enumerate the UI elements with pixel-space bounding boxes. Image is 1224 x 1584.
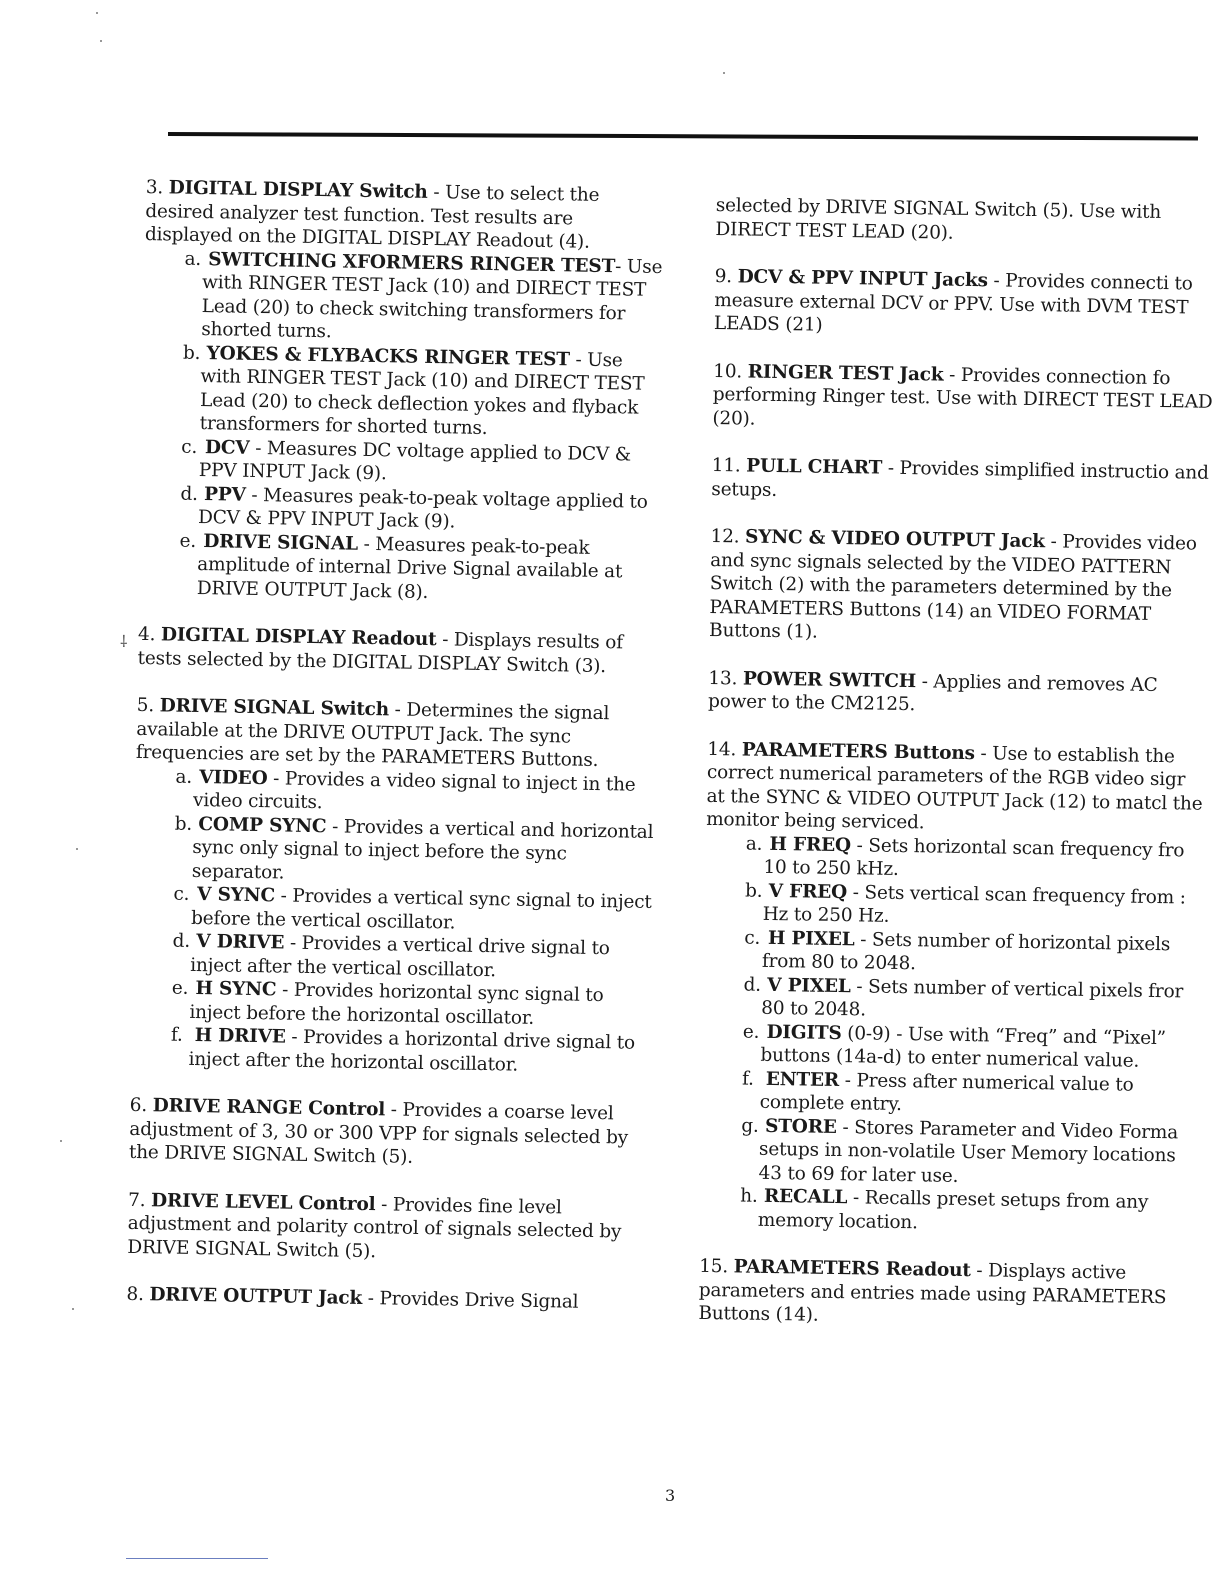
sub-item-description: (0-9) - Use with “Freq” and “Pixel” buttons (14a-d) to enter numerical value. — [760, 1022, 1167, 1072]
sub-item-description: - Recalls preset setups from any memory location. — [757, 1187, 1149, 1233]
item-title: DCV & PPV INPUT Jacks — [737, 266, 988, 292]
sub-item-letter: f. — [741, 1068, 754, 1090]
sub-item-title: ENTER — [765, 1068, 840, 1091]
sub-item-letter: f. — [170, 1024, 183, 1046]
item-number: 8. — [126, 1283, 144, 1306]
item-title: SYNC & VIDEO OUTPUT Jack — [744, 526, 1046, 553]
item-description: - Provides Drive Signal — [361, 1287, 579, 1313]
item-paragraph — [698, 1255, 1199, 1333]
sub-item — [134, 811, 655, 891]
item-description: - Provides fine level adjustment and polarity control of signals selected by DRIVE SIGNAL Switch (5). — [127, 1193, 622, 1262]
item-number: 4. — [137, 623, 156, 646]
list-item — [715, 194, 1216, 249]
item-description: - Displays active parameters and entries made using PARAMETERS Buttons (14). — [698, 1260, 1167, 1326]
item-number: 13. — [708, 667, 738, 689]
list-item — [709, 525, 1211, 650]
sub-item-letter: a. — [184, 248, 202, 270]
sub-item-description: - Provides a vertical drive signal to inject after the vertical oscillator. — [190, 932, 610, 981]
list-item — [129, 1094, 650, 1174]
item-number: 10. — [713, 360, 743, 382]
item-number: 5. — [136, 694, 155, 717]
scan-speck — [60, 1140, 62, 1142]
item-description: selected by DRIVE SIGNAL Switch (5). Use with DIRECT TEST LEAD (20). — [715, 194, 1162, 244]
list-item — [698, 1255, 1199, 1333]
list-item — [708, 666, 1209, 721]
item-title: DRIVE SIGNAL Switch — [159, 695, 390, 721]
sub-item — [705, 831, 1206, 886]
sub-item-description: - Provides a horizontal drive signal to inject after the horizontal oscillator. — [188, 1026, 636, 1076]
sub-item-letter: e. — [179, 530, 197, 552]
sub-item-letter: b. — [744, 880, 763, 902]
sub-item-letter: d. — [180, 483, 198, 505]
sub-item-title: V PIXEL — [767, 974, 851, 997]
sub-item-letter: d. — [172, 930, 191, 952]
item-number: 6. — [129, 1094, 148, 1117]
item-paragraph — [715, 194, 1216, 249]
right-column — [698, 194, 1216, 1357]
sub-item-title: COMP SYNC — [198, 813, 327, 837]
list-item — [700, 737, 1208, 1238]
sub-list — [139, 246, 665, 608]
sub-item-title: H FREQ — [769, 833, 852, 856]
sub-item-letter: c. — [181, 436, 198, 458]
sub-item-letter: g. — [741, 1115, 759, 1137]
sub-item-description: - Provides a vertical sync signal to inject before the vertical oscillator. — [190, 885, 652, 934]
sub-item-letter: c. — [744, 927, 761, 949]
sub-item-description: - Sets vertical scan frequency from : Hz to 250 Hz. — [762, 881, 1186, 927]
item-paragraph — [712, 359, 1213, 437]
sub-item-title: RECALL — [763, 1185, 848, 1209]
header-rule — [168, 132, 1198, 140]
item-description: - Use to establish the correct numerical parameters of the RGB video sigr at the SYNC & VIDEO OUTPUT Jack (12) to matcl the monitor being serviced. — [706, 742, 1203, 834]
sub-item-title: H SYNC — [195, 977, 277, 1001]
sub-item-title: VIDEO — [199, 766, 268, 789]
sub-item-title: SWITCHING XFORMERS RINGER TEST — [208, 248, 616, 277]
list-item — [711, 454, 1212, 509]
left-column — [126, 176, 666, 1339]
item-number: 11. — [711, 454, 741, 477]
item-description: - Use to select the desired analyzer test function. Test results are displayed on the DIGITAL DISPLAY Readout (4). — [144, 181, 600, 253]
sub-item-title: H PIXEL — [767, 927, 855, 950]
sub-item-title: V SYNC — [196, 884, 276, 907]
item-paragraph — [129, 1094, 650, 1174]
item-title: DRIVE RANGE Control — [152, 1095, 386, 1121]
list-item — [130, 694, 656, 1079]
sub-item — [702, 1066, 1203, 1121]
scan-speck — [96, 12, 98, 14]
item-description: - Displays results of tests selected by the DIGITAL DISPLAY Switch (3). — [137, 629, 624, 677]
item-paragraph — [708, 666, 1209, 721]
item-description: - Provides simplified instructio and setups. — [711, 457, 1209, 501]
item-description: - Determines the signal available at the DRIVE OUTPUT Jack. The sync frequencies are set by the PARAMETERS Buttons. — [135, 699, 610, 771]
item-number: 14. — [707, 738, 737, 760]
sub-item-description: - Use with RINGER TEST Jack (10) and DIRECT TEST Lead (20) to check deflection yokes and flyback transformers for shorted turns. — [199, 348, 645, 439]
sub-item-description: - Provides a video signal to inject in the video circuits. — [192, 767, 636, 814]
item-title: DRIVE OUTPUT Jack — [149, 1284, 363, 1309]
sub-item-letter: b. — [174, 813, 193, 835]
item-paragraph — [137, 623, 658, 679]
item-number: 7. — [127, 1189, 146, 1211]
sub-item-description: - Provides horizontal sync signal to inject before the horizontal oscillator. — [189, 979, 604, 1029]
sub-item — [703, 972, 1204, 1027]
sub-item — [140, 481, 661, 537]
item-paragraph — [711, 454, 1212, 509]
sub-item-letter: a. — [745, 833, 763, 855]
sub-item — [141, 340, 663, 443]
list-item — [714, 265, 1215, 343]
sub-item-description: - Measures peak-to-peak voltage applied to DCV & PPV INPUT Jack (9). — [197, 484, 648, 533]
item-paragraph — [136, 694, 657, 774]
item-number: 15. — [698, 1255, 729, 1278]
item-paragraph — [706, 737, 1207, 839]
item-description: - Provides a coarse level adjustment of 3, 30 or 300 VPP for signals selected by the DRIVE SIGNAL Switch (5). — [128, 1099, 629, 1168]
scan-speck — [76, 848, 78, 850]
list-item — [127, 1188, 648, 1268]
sub-item-description: - Sets horizontal scan frequency fro 10 to 250 kHz. — [763, 834, 1185, 880]
sub-item-description: - Use with RINGER TEST Jack (10) and DIRECT TEST Lead (20) to check switching transformers for shorted turns. — [201, 255, 663, 343]
sub-item-title: DCV — [204, 436, 250, 459]
scan-speck — [72, 1308, 74, 1310]
sub-item-letter: e. — [171, 977, 189, 999]
sub-item — [704, 925, 1205, 980]
sub-item — [705, 878, 1206, 933]
item-title: DIGITAL DISPLAY Switch — [168, 177, 428, 203]
item-title: PARAMETERS Buttons — [741, 738, 975, 764]
sub-item-title: YOKES & FLYBACKS RINGER TEST — [206, 342, 570, 370]
scan-speck — [100, 40, 102, 42]
sub-item-letter: h. — [740, 1185, 758, 1207]
sub-item-letter: b. — [182, 342, 201, 364]
list-item — [139, 176, 666, 608]
sub-item — [143, 246, 665, 349]
sub-item-description: - Sets number of vertical pixels fror 80 to 2048. — [761, 975, 1184, 1021]
item-number: 12. — [710, 525, 740, 548]
scan-speck — [723, 72, 725, 74]
page-number: 3 — [665, 1486, 676, 1505]
sub-item-description: - Sets number of horizontal pixels from 80 to 2048. — [761, 928, 1171, 975]
item-title: POWER SWITCH — [742, 667, 917, 692]
list-item — [712, 359, 1213, 437]
sub-item-title: DIGITS — [766, 1021, 842, 1044]
sub-item-description: - Measures DC voltage applied to DCV & PPV INPUT Jack (9). — [198, 437, 632, 485]
sub-item-letter: c. — [173, 883, 190, 905]
footer-line — [126, 1558, 268, 1559]
item-description: - Provides connection fo performing Ringer test. Use with DIRECT TEST LEAD (20). — [712, 364, 1213, 430]
sub-item-letter: e. — [742, 1021, 760, 1043]
sub-item-title: PPV — [203, 483, 246, 506]
sub-item-description: - Stores Parameter and Video Forma setups in non-volatile User Memory locations 43 to 69 for later use. — [758, 1116, 1179, 1187]
item-paragraph — [127, 1188, 648, 1268]
item-title: PARAMETERS Readout — [733, 1256, 971, 1282]
list-item — [126, 1283, 646, 1316]
sub-item-title: V FREQ — [768, 880, 848, 903]
sub-item-title: V DRIVE — [196, 930, 285, 954]
list-item — [137, 623, 658, 679]
sub-item-description: - Provides a vertical and horizontal sync only signal to inject before the sync separator. — [191, 815, 654, 884]
sub-item-title: H DRIVE — [194, 1024, 286, 1048]
sub-item — [702, 1019, 1203, 1074]
sub-item — [139, 528, 660, 608]
sub-item-letter: d. — [743, 974, 762, 996]
stray-mark: ⸸ — [120, 632, 128, 651]
item-description: - Provides connecti to measure external DCV or PPV. Use with DVM TEST LEADS (21) — [713, 270, 1193, 336]
item-paragraph — [126, 1283, 646, 1316]
item-title: PULL CHART — [746, 455, 883, 479]
item-number: 3. — [145, 176, 164, 199]
item-description: - Provides video and sync signals selected by the VIDEO PATTERN Switch (2) with the parameters determined by the PARAMETERS Buttons (14) an VIDEO FORMAT Buttons (1). — [708, 531, 1197, 643]
item-paragraph — [714, 265, 1215, 343]
item-paragraph — [145, 176, 666, 256]
item-paragraph — [709, 525, 1211, 650]
sub-item-letter: a. — [175, 766, 193, 788]
sub-list — [130, 764, 655, 1079]
sub-item — [135, 764, 656, 820]
sub-item-description: - Measures peak-to-peak amplitude of internal Drive Signal available at DRIVE OUTPUT Jack (8). — [196, 533, 623, 603]
sub-item-title: DRIVE SIGNAL — [203, 530, 359, 555]
sub-item — [700, 1113, 1201, 1191]
sub-item — [141, 434, 662, 490]
sub-item — [700, 1184, 1201, 1239]
sub-item — [130, 1023, 651, 1079]
item-description: - Applies and removes AC power to the CM2125. — [707, 670, 1158, 716]
item-title: RINGER TEST Jack — [747, 361, 944, 386]
item-title: DRIVE LEVEL Control — [150, 1189, 376, 1215]
sub-item-description: - Press after numerical value to complete entry. — [759, 1069, 1134, 1116]
item-title: DIGITAL DISPLAY Readout — [160, 624, 437, 651]
sub-item-title: STORE — [764, 1115, 837, 1138]
sub-list — [700, 831, 1206, 1238]
item-number: 9. — [714, 265, 733, 288]
